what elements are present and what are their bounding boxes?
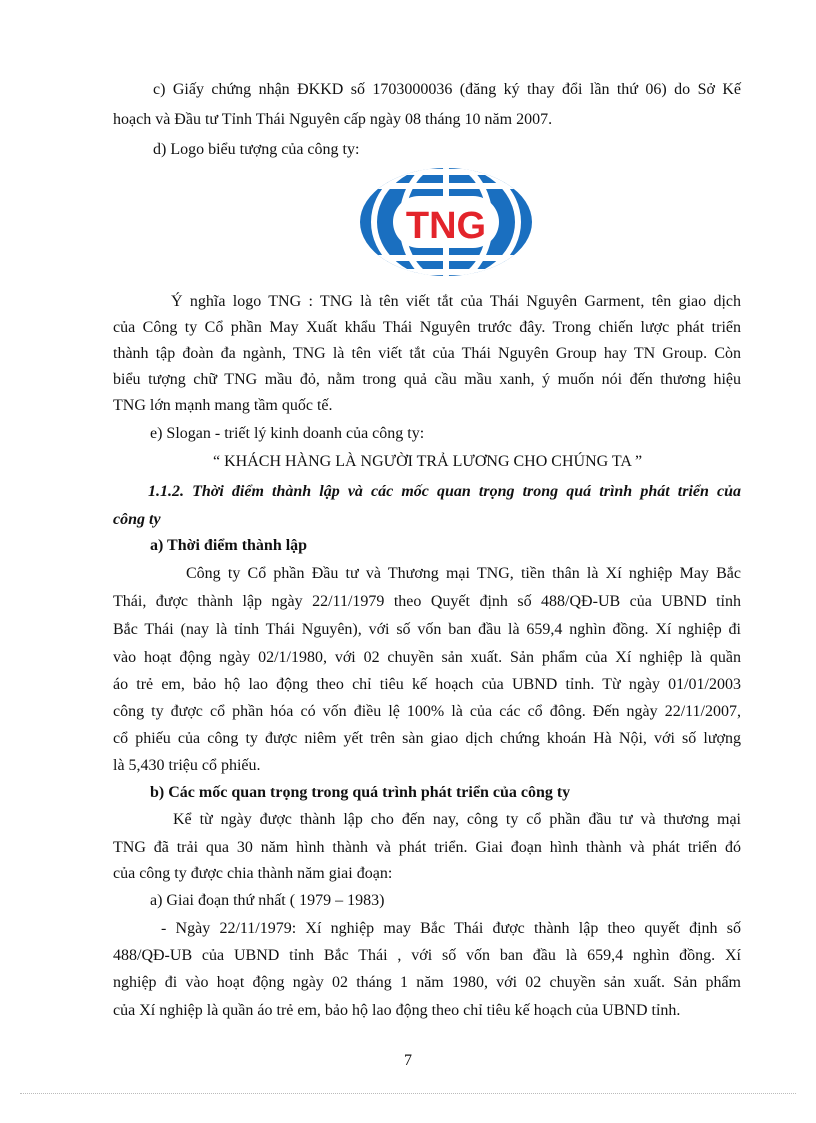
section-heading: công ty: [113, 511, 161, 528]
text-line: của công ty được chia thành năm giai đoạn:: [113, 865, 393, 882]
text-line: - Ngày 22/11/1979: Xí nghiệp may Bắc Thái được thành lập theo quyết định số: [161, 920, 741, 937]
text-line: a) Giai đoạn thứ nhất ( 1979 – 1983): [150, 892, 385, 909]
text-line: là 5,430 triệu cổ phiếu.: [113, 757, 261, 774]
text-line: cổ phiếu của công ty được niêm yết trên sàn giao dịch chứng khoán Hà Nội, với số lượng: [113, 730, 741, 747]
text-line: d) Logo biểu tượng của công ty:: [153, 141, 360, 158]
tng-logo: [357, 166, 535, 278]
text-line: vào hoạt động ngày 02/1/1980, với 02 chuyền sản xuất. Sản phẩm của Xí nghiệp là quần: [113, 649, 741, 666]
footer-divider: [20, 1093, 796, 1094]
text-line: Kể từ ngày được thành lập cho đến nay, công ty cổ phần đầu tư và thương mại: [173, 811, 741, 828]
text-line: nghiệp đi vào hoạt động ngày 02 tháng 1 năm 1980, với 02 chuyền sản xuất. Sản phẩm: [113, 974, 741, 991]
text-line: e) Slogan - triết lý kinh doanh của công ty:: [150, 425, 425, 442]
subsection-heading: b) Các mốc quan trọng trong quá trình phát triển của công ty: [150, 784, 571, 801]
text-line: 488/QĐ-UB của UBND tỉnh Bắc Thái , với số vốn ban đầu là 659,4 nghìn đồng. Xí: [113, 947, 741, 964]
logo-text: TNG: [405, 205, 487, 247]
section-heading: 1.1.2. Thời điểm thành lập và các mốc quan trọng trong quá trình phát triển của: [148, 483, 741, 500]
page-number: 7: [404, 1052, 412, 1069]
text-line: thành tập đoàn đa ngành, TNG là tên viết tắt của Thái Nguyên Group hay TN Group. Còn: [113, 345, 741, 362]
text-line: áo trẻ em, bảo hộ lao động theo chỉ tiêu kế hoạch của UBND tỉnh. Từ ngày 01/01/2003: [113, 676, 741, 693]
text-line: Ý nghĩa logo TNG : TNG là tên viết tắt của Thái Nguyên Garment, tên giao dịch: [171, 293, 741, 310]
slogan: “ KHÁCH HÀNG LÀ NGƯỜI TRẢ LƯƠNG CHO CHÚNG TA ”: [213, 453, 643, 470]
text-line: TNG đã trải qua 30 năm hình thành và phát triển. Giai đoạn hình thành và phát triển đó: [113, 839, 741, 856]
text-line: c) Giấy chứng nhận ĐKKD số 1703000036 (đăng ký thay đổi lần thứ 06) do Sở Kế: [153, 81, 741, 98]
text-line: biểu tượng chữ TNG mầu đỏ, nằm trong quả cầu mầu xanh, ý muốn nói đến thương hiệu: [113, 371, 741, 388]
text-line: công ty được cổ phần hóa có vốn điều lệ 100% là của các cổ đông. Đến ngày 22/11/2007,: [113, 703, 741, 720]
text-line: của Công ty Cổ phần May Xuất khẩu Thái Nguyên trước đây. Trong chiến lược phát triển: [113, 319, 741, 336]
text-line: Bắc Thái (nay là tỉnh Thái Nguyên), với số vốn ban đầu là 659,4 nghìn đồng. Xí nghiệp đi: [113, 621, 741, 638]
text-line: hoạch và Đầu tư Tỉnh Thái Nguyên cấp ngày 08 tháng 10 năm 2007.: [113, 111, 553, 128]
subsection-heading: a) Thời điểm thành lập: [150, 537, 308, 554]
text-line: Thái, được thành lập ngày 22/11/1979 theo Quyết định số 488/QĐ-UB của UBND tỉnh: [113, 593, 741, 610]
text-line: của Xí nghiệp là quần áo trẻ em, bảo hộ lao động theo chỉ tiêu kế hoạch của UBND tỉnh.: [113, 1002, 681, 1019]
globe-logo-icon: [357, 166, 535, 278]
text-line: Công ty Cổ phần Đầu tư và Thương mại TNG, tiền thân là Xí nghiệp May Bắc: [186, 565, 741, 582]
text-line: TNG lớn mạnh mang tầm quốc tế.: [113, 397, 333, 414]
